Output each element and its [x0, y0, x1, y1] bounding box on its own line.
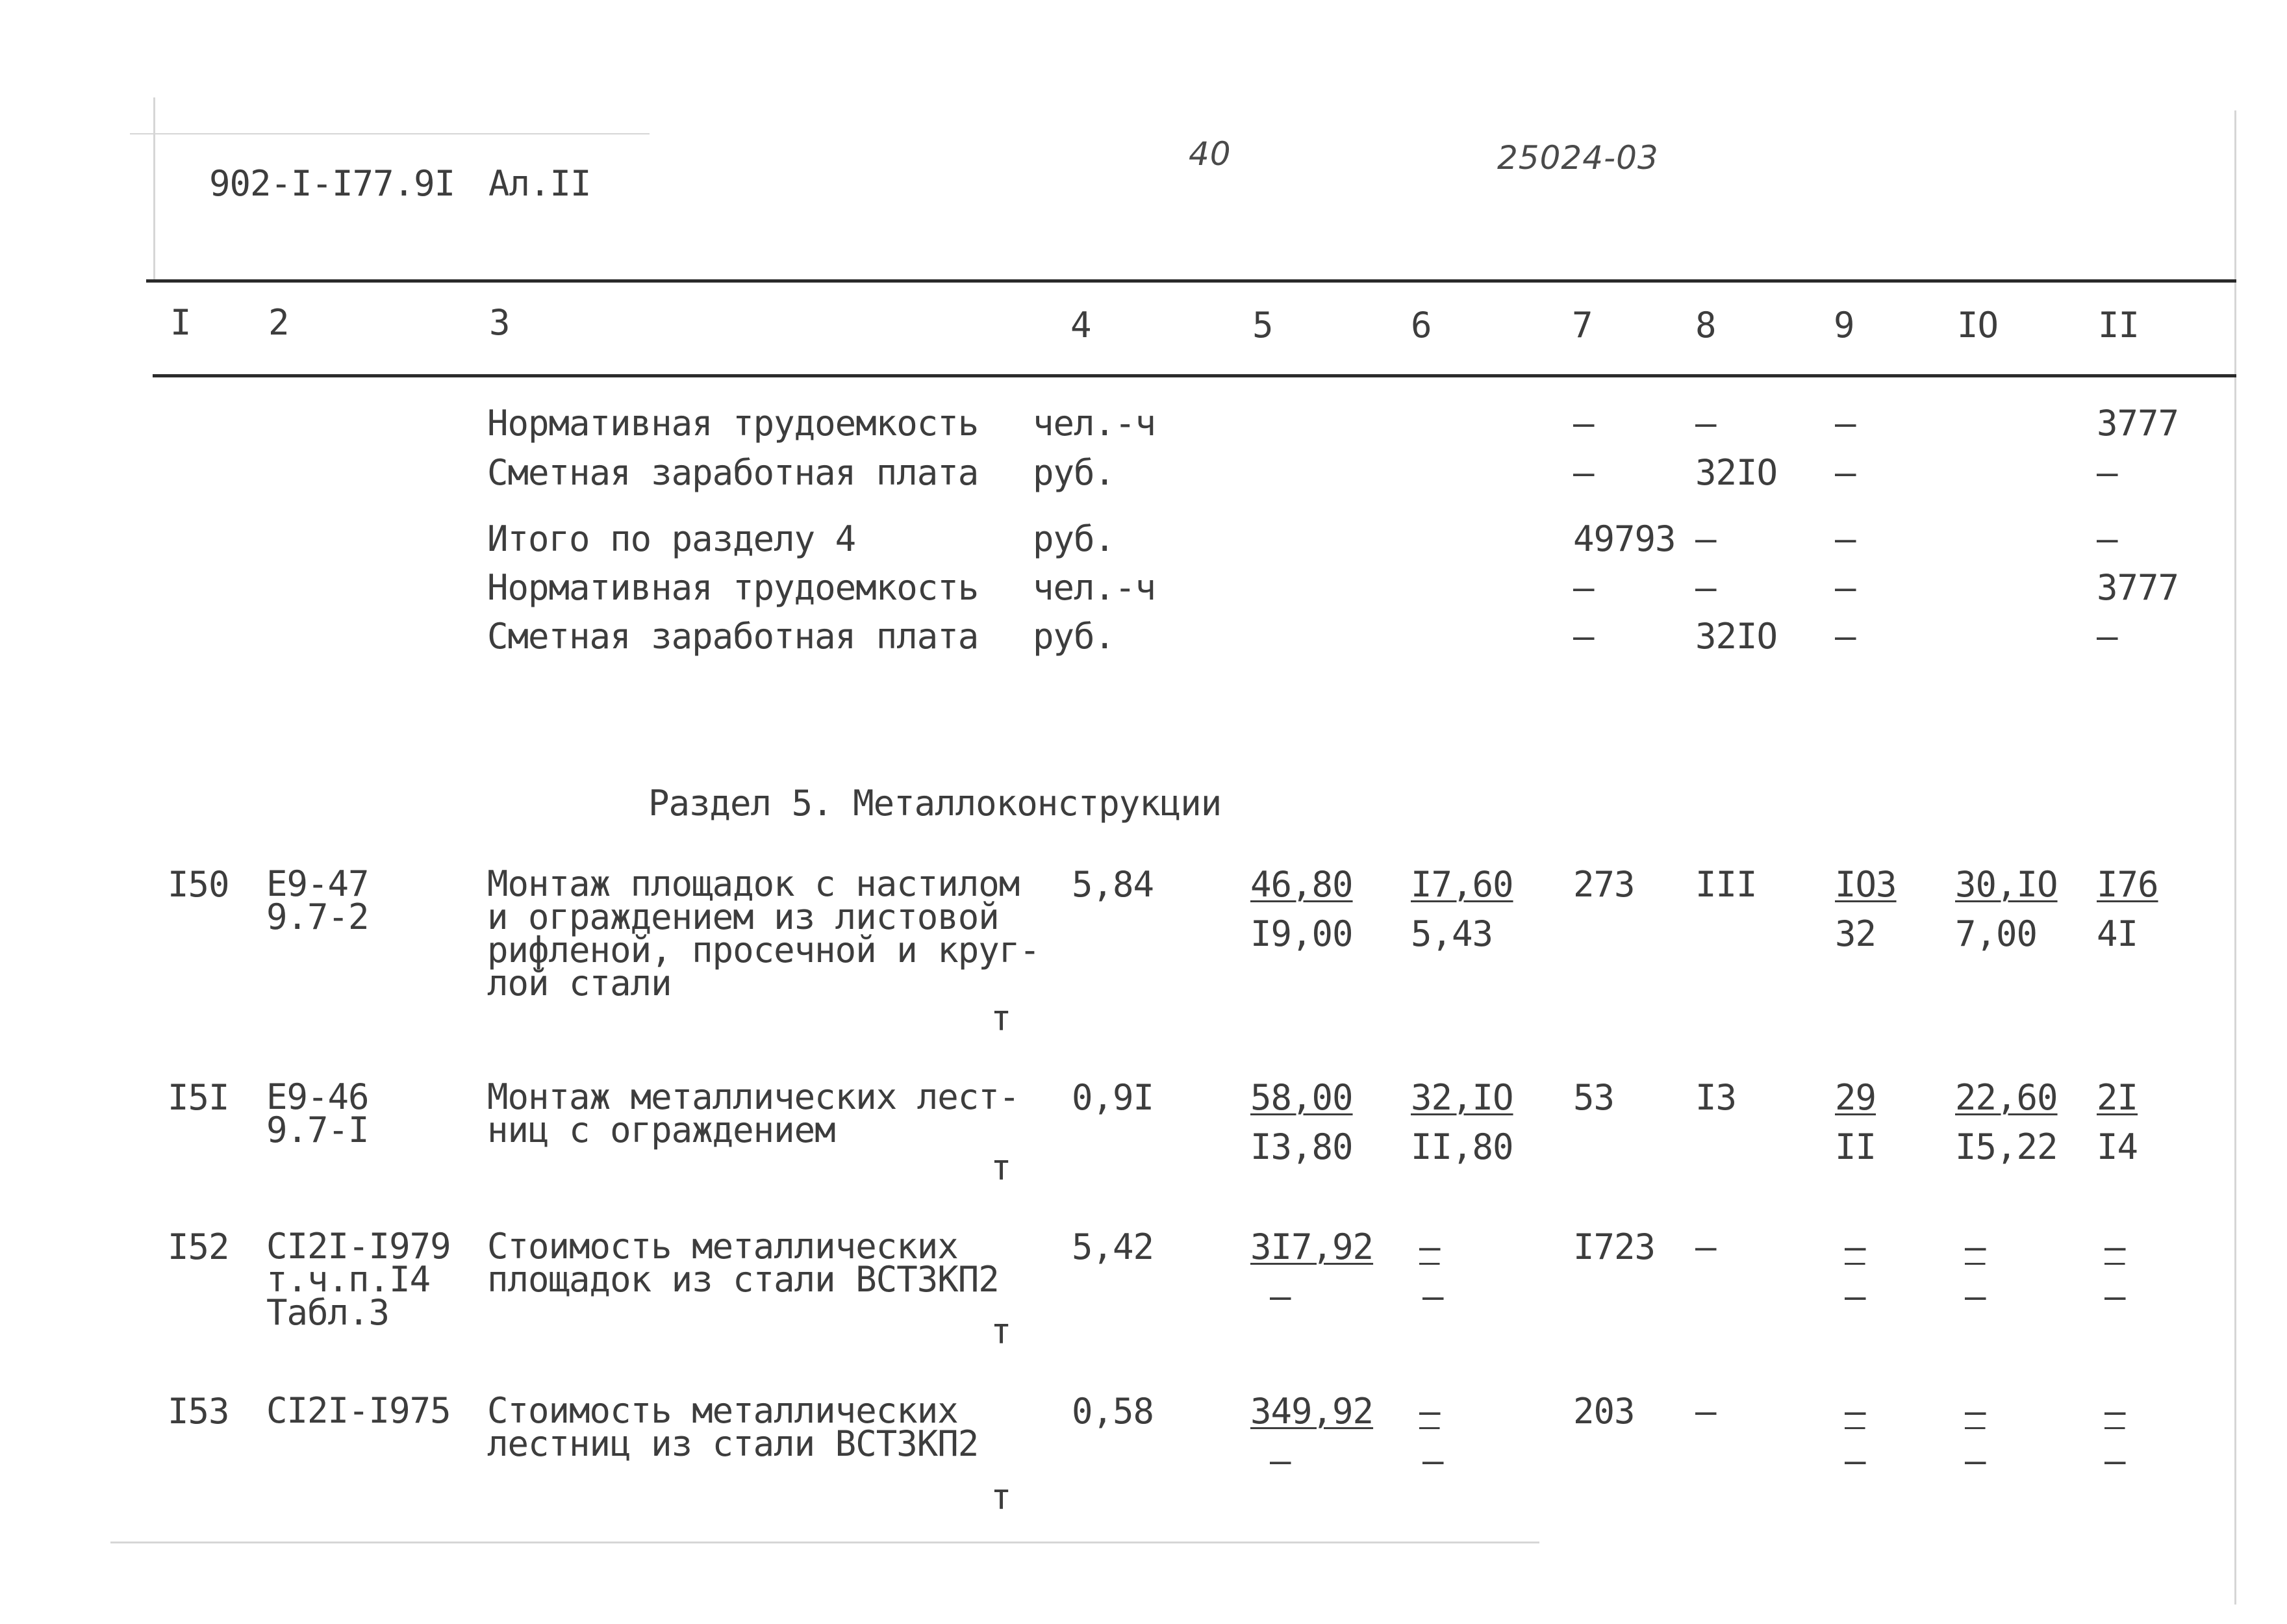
cell-col9-top: IO3 — [1835, 864, 1897, 905]
summary-col7: – — [1573, 567, 1594, 608]
cell-col10-bottom: I5,22 — [1955, 1126, 2058, 1167]
summary-col9: – — [1835, 567, 1856, 608]
summary-col8: – — [1695, 403, 1716, 444]
cell-col7: 273 — [1573, 864, 1635, 905]
album-label: Ал.II — [488, 163, 591, 204]
item-unit: т — [991, 1147, 1011, 1188]
cell-col10-top: – — [1965, 1226, 1986, 1267]
summary-unit: чел.-ч — [1033, 567, 1156, 608]
cell-col9-bottom: – — [1845, 1276, 1865, 1317]
summary-col11: – — [2097, 518, 2117, 559]
summary-col11: 3777 — [2097, 567, 2179, 608]
item-unit: т — [991, 1311, 1011, 1352]
cell-col7: 53 — [1573, 1077, 1615, 1118]
cell-col8: – — [1695, 1226, 1716, 1267]
item-number: I52 — [168, 1226, 229, 1267]
cell-col10-bottom: – — [1965, 1276, 1986, 1317]
cell-col6-top: – — [1419, 1391, 1440, 1432]
cell-col6-bottom: – — [1422, 1440, 1443, 1481]
cell-col10-top: 22,60 — [1955, 1077, 2058, 1118]
cell-col11-bottom: – — [2104, 1276, 2125, 1317]
cell-col5-bottom: – — [1270, 1276, 1291, 1317]
col-header-8: 8 — [1695, 305, 1716, 346]
summary-unit: руб. — [1033, 452, 1115, 493]
cell-col6-bottom: 5,43 — [1411, 913, 1493, 954]
summary-col7: 49793 — [1573, 518, 1676, 559]
cell-col7: 203 — [1573, 1391, 1635, 1432]
cell-col6-top: 32,IO — [1411, 1077, 1513, 1118]
summary-col8: 32IO — [1695, 452, 1778, 493]
cell-col11-bottom: 4I — [2097, 913, 2138, 954]
item-code: E9-47 9.7-2 — [266, 863, 369, 937]
cell-col5-top: 46,80 — [1250, 864, 1353, 905]
doc-number: 25024-03 — [1497, 139, 1659, 177]
summary-name: Нормативная трудоемкость — [487, 403, 979, 444]
summary-col9: – — [1835, 403, 1856, 444]
col-header-7: 7 — [1572, 305, 1593, 346]
item-quantity: 5,84 — [1072, 864, 1154, 905]
page-number: 40 — [1189, 135, 1232, 173]
cell-col5-top: 349,92 — [1250, 1391, 1374, 1432]
summary-name: Сметная заработная плата — [487, 452, 979, 493]
cell-col9-bottom: II — [1835, 1126, 1876, 1167]
item-number: I53 — [168, 1391, 229, 1432]
item-quantity: 5,42 — [1072, 1226, 1154, 1267]
cell-col6-bottom: II,80 — [1411, 1126, 1513, 1167]
doc-code: 902-I-I77.9I — [209, 163, 455, 204]
summary-col9: – — [1835, 616, 1856, 657]
scan-frame-right — [2234, 110, 2236, 1605]
col-header-5: 5 — [1252, 305, 1273, 346]
cell-col7: I723 — [1573, 1226, 1656, 1267]
summary-col8: 32IO — [1695, 616, 1778, 657]
cell-col5-top: 58,00 — [1250, 1077, 1353, 1118]
col-header-4: 4 — [1070, 305, 1091, 346]
cell-col11-top: 2I — [2097, 1077, 2138, 1118]
item-unit: т — [991, 1477, 1011, 1517]
summary-name: Сметная заработная плата — [487, 616, 979, 657]
cell-col9-top: – — [1845, 1226, 1865, 1267]
summary-col7: – — [1573, 452, 1594, 493]
item-code: CI2I-I979 т.ч.п.I4 Табл.3 — [266, 1226, 451, 1333]
item-number: I50 — [168, 864, 229, 905]
cell-col11-bottom: – — [2104, 1440, 2125, 1481]
cell-col11-top: – — [2104, 1226, 2125, 1267]
item-quantity: 0,58 — [1072, 1391, 1154, 1432]
scan-frame-left — [153, 97, 155, 279]
item-description: Монтаж площадок с настилом и ограждением из листовой рифленой, просечной и круг- лой стали — [487, 863, 1040, 1004]
item-description: Монтаж металлических лест- ниц с ограждением — [487, 1076, 1020, 1150]
col-header-6: 6 — [1411, 305, 1432, 346]
summary-name: Итого по разделу 4 — [487, 518, 856, 559]
summary-unit: руб. — [1033, 518, 1115, 559]
col-header-3: 3 — [489, 302, 510, 343]
cell-col10-top: 30,IO — [1955, 864, 2058, 905]
cell-col5-bottom: I9,00 — [1250, 913, 1353, 954]
summary-col9: – — [1835, 518, 1856, 559]
cell-col5-bottom: I3,80 — [1250, 1126, 1353, 1167]
cell-col11-top: I76 — [2097, 864, 2158, 905]
col-header-2: 2 — [268, 302, 289, 343]
cell-col5-bottom: – — [1270, 1440, 1291, 1481]
cell-col9-bottom: – — [1845, 1440, 1865, 1481]
summary-col11: – — [2097, 616, 2117, 657]
summary-col9: – — [1835, 452, 1856, 493]
item-quantity: 0,9I — [1072, 1077, 1154, 1118]
summary-col11: 3777 — [2097, 403, 2179, 444]
summary-col8: – — [1695, 567, 1716, 608]
summary-unit: руб. — [1033, 616, 1115, 657]
cell-col9-bottom: 32 — [1835, 913, 1876, 954]
cell-col10-top: – — [1965, 1391, 1986, 1432]
table-header-rule — [153, 374, 2236, 377]
cell-col8: I3 — [1695, 1077, 1737, 1118]
item-code: CI2I-I975 — [266, 1390, 451, 1431]
item-description: Стоимость металлических лестниц из стали ВСТ3КП2 — [487, 1390, 979, 1464]
col-header-11: II — [2098, 305, 2140, 346]
cell-col8: – — [1695, 1391, 1716, 1432]
summary-unit: чел.-ч — [1033, 403, 1156, 444]
cell-col5-top: 3I7,92 — [1250, 1226, 1374, 1267]
cell-col6-top: – — [1419, 1226, 1440, 1267]
summary-col11: – — [2097, 452, 2117, 493]
summary-name: Нормативная трудоемкость — [487, 567, 979, 608]
summary-col7: – — [1573, 403, 1594, 444]
section-title: Раздел 5. Металлоконструкции — [648, 783, 1222, 824]
cell-col6-bottom: – — [1422, 1276, 1443, 1317]
summary-col8: – — [1695, 518, 1716, 559]
item-description: Стоимость металлических площадок из стали ВСТ3КП2 — [487, 1226, 999, 1300]
cell-col9-top: – — [1845, 1391, 1865, 1432]
item-code: E9-46 9.7-I — [266, 1076, 369, 1150]
cell-col11-top: – — [2104, 1391, 2125, 1432]
cell-col8: III — [1695, 864, 1757, 905]
summary-col7: – — [1573, 616, 1594, 657]
scan-frame-top — [130, 133, 650, 134]
cell-col11-bottom: I4 — [2097, 1126, 2138, 1167]
col-header-1: I — [170, 302, 191, 343]
item-number: I5I — [168, 1077, 229, 1118]
scan-frame-bottom — [110, 1542, 1539, 1543]
table-top-rule — [146, 279, 2236, 283]
col-header-9: 9 — [1834, 305, 1854, 346]
col-header-10: IO — [1957, 305, 1999, 346]
cell-col10-bottom: 7,00 — [1955, 913, 2038, 954]
item-unit: т — [991, 998, 1011, 1039]
cell-col10-bottom: – — [1965, 1440, 1986, 1481]
cell-col6-top: I7,60 — [1411, 864, 1513, 905]
cell-col9-top: 29 — [1835, 1077, 1876, 1118]
